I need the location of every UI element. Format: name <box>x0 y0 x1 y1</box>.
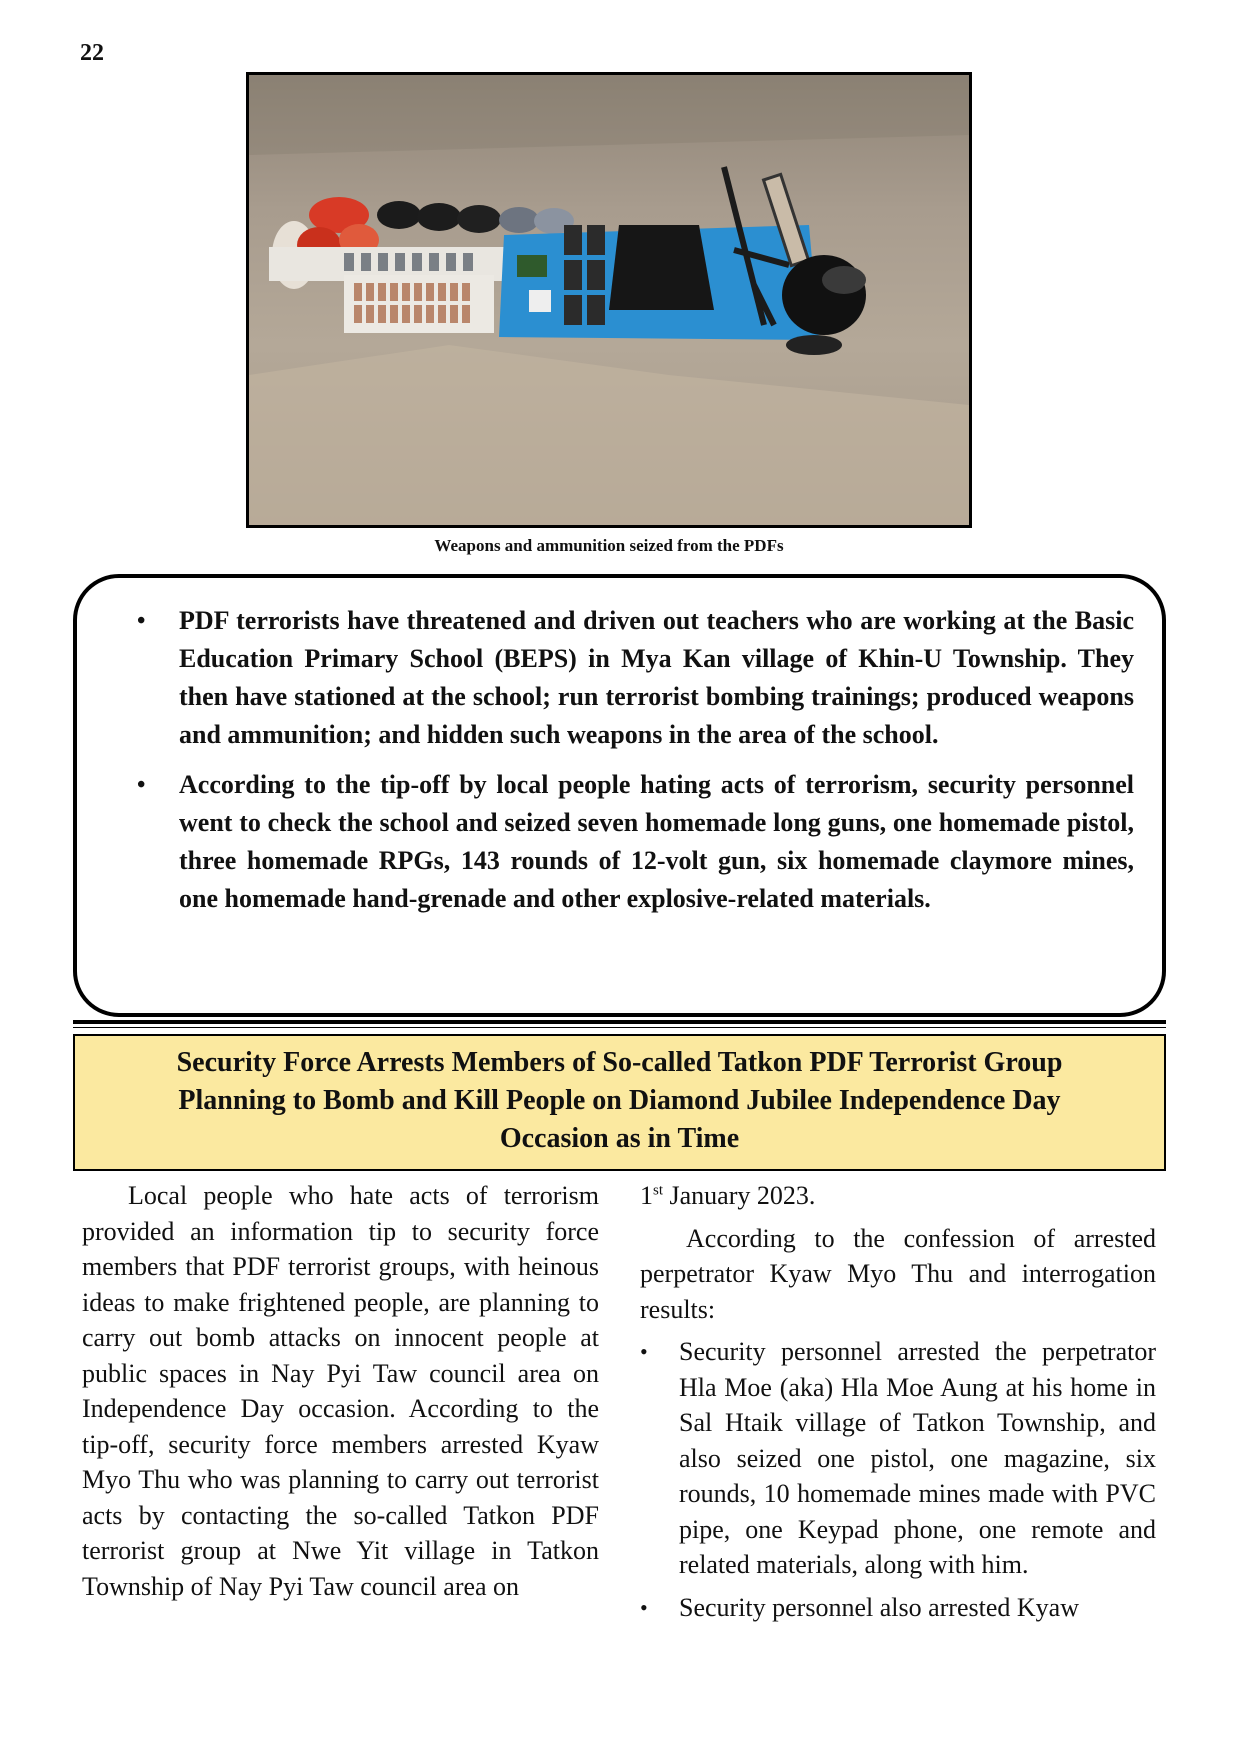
section-divider-thin <box>73 1027 1166 1028</box>
black-cap <box>377 201 421 229</box>
black-cap <box>417 203 461 231</box>
headline-line: Planning to Bomb and Kill People on Diamond Jubilee Independence Day <box>178 1085 1061 1116</box>
headline-line: Security Force Arrests Members of So-called Tatkon PDF Terrorist Group <box>176 1047 1063 1078</box>
article-bullet: • Security personnel arrested the perpetrator Hla Moe (aka) Hla Moe Aung at his home in Sal Htaik village of Tatkon Township, and also seized one pistol, one magazine, six rounds, 10 homemade mines made with PVC pipe, one Keypad phone, one remote and related materials, along with him. <box>640 1334 1156 1583</box>
article-bullet: • Security personnel also arrested Kyaw <box>640 1590 1156 1626</box>
battery-box <box>529 290 551 312</box>
tactical-vest <box>609 225 714 310</box>
date-day: 1 <box>640 1181 653 1210</box>
article-headline <box>73 1034 1166 1171</box>
black-cap <box>457 205 501 233</box>
article-paragraph: Local people who hate acts of terrorism provided an information tip to security force members that PDF terrorist groups, with heinous ideas to make frightened people, are planning to carry out bomb attacks on innocent people at public spaces in Nay Pyi Taw council area on Independence Day occasion. According to the tip-off, security force members arrested Kyaw Myo Thu who was planning to carry out terrorist acts by contacting the so-called Tatkon PDF terrorist group at Nwe Yit village in Tatkon Township of Nay Pyi Taw council area on <box>82 1181 599 1601</box>
section-divider <box>73 1020 1166 1024</box>
highlights-list <box>111 602 1134 918</box>
article-bullets <box>640 1334 1156 1625</box>
date-suffix: st <box>653 1182 664 1199</box>
article-paragraph: According to the confession of arrested perpetrator Kyaw Myo Thu and interrogation results: <box>640 1223 1156 1324</box>
article-left-column <box>82 1178 599 1604</box>
highlights-box <box>73 574 1166 1017</box>
photo-illustration <box>249 75 969 525</box>
article-date <box>640 1178 1156 1214</box>
highlight-item: • According to the tip-off by local people hating acts of terrorism, security personnel went to check the school and seized seven homemade long guns, one homemade pistol, three homemade RPGs, 143 rounds of 12-volt gun, six homemade claymore mines, one homemade hand-grenade and other explosive-related materials. <box>111 766 1134 918</box>
highlight-item: • PDF terrorists have threatened and driven out teachers who are working at the Basic Education Primary School (BEPS) in Mya Kan village of Khin-U Township. They then have stationed at the school; run terrorist bombing trainings; produced weapons and ammunition; and hidden such weapons in the area of the school. <box>111 602 1134 754</box>
date-rest: January 2023. <box>663 1181 816 1210</box>
circuit-board <box>517 255 547 277</box>
seized-weapons-photo <box>246 72 972 528</box>
article-right-column <box>640 1178 1156 1632</box>
grey-cap <box>499 207 539 233</box>
photo-caption: Weapons and ammunition seized from the PDFs <box>434 536 784 555</box>
page-number: 22 <box>80 40 104 66</box>
headline-line: Occasion as in Time <box>499 1123 740 1154</box>
